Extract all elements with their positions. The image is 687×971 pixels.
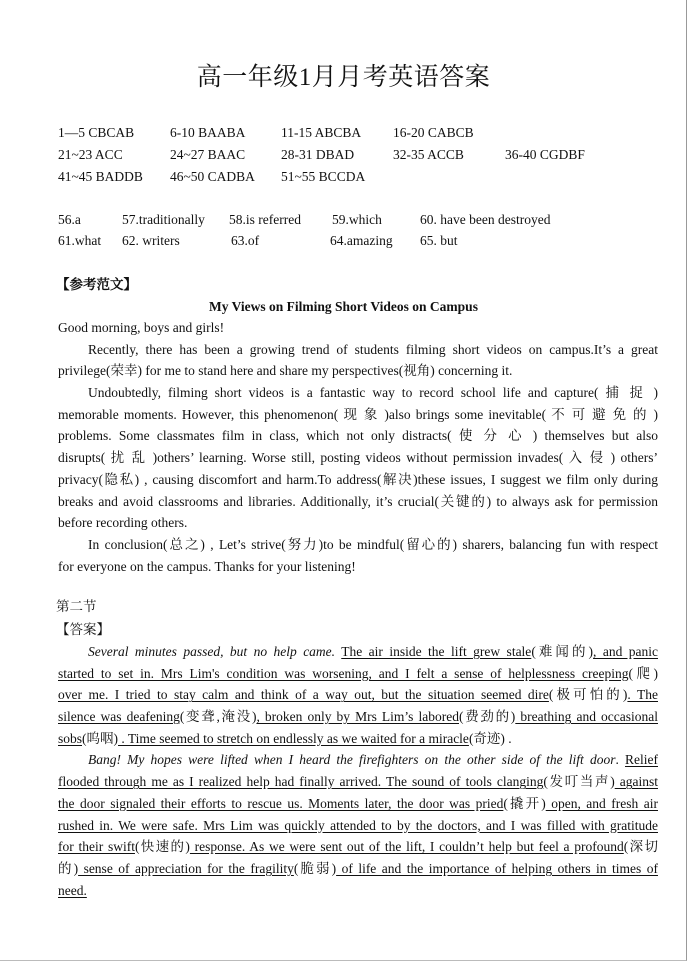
underlined-text: . Time seemed to stretch on endlessly as we waited for a miracle [118, 730, 469, 746]
answer-line [58, 684, 658, 706]
underlined-text: need. [58, 882, 87, 898]
text-segment: (爬) [628, 665, 658, 681]
answer-group: 21~23 ACC [58, 147, 123, 162]
answer-line [58, 836, 658, 858]
essay-line: breaks and avoid classrooms and libraries. Additionally, it’s crucial(关键的) to always ask for permission [58, 493, 658, 509]
text-segment: 的) [58, 860, 79, 876]
answer-group: 24~27 BAAC [170, 147, 246, 162]
underlined-text: over me. I tried to stay calm and think of a way out, but the situation seemed dire [58, 687, 549, 703]
answer-group: 1—5 CBCAB [58, 125, 135, 140]
answer-line [58, 771, 658, 793]
underlined-text: for their swift [58, 839, 135, 855]
text-segment: (脆弱) [293, 860, 337, 876]
underlined-text: response. As we were sent out of the lift, I couldn’t help but feel a profound [189, 839, 624, 855]
underlined-text: breathing and occasional [515, 709, 658, 725]
essay-line: for everyone on the campus. Thanks for your listening! [58, 558, 356, 574]
text-segment: (发叮当声) [543, 774, 615, 790]
underlined-text: sobs [58, 730, 83, 746]
underlined-text: , and panic [593, 644, 659, 659]
fill-answer: 63.of [231, 233, 260, 248]
essay-heading: 【参考范文】 [56, 277, 137, 292]
underlined-text: started to set in. Mrs Lim's condition was worsening, and I felt a sense of helplessness creeping [58, 665, 629, 681]
answer-line [58, 728, 658, 750]
text-segment: (呜咽) [82, 730, 119, 746]
text-segment: (奇迹) . [468, 730, 512, 746]
fill-answer: 64.amazing [330, 233, 393, 248]
answer-line [58, 858, 658, 880]
italic-text: Several minutes passed, but no help came. [88, 644, 336, 659]
text-segment: (快速的) [134, 839, 190, 855]
underlined-text: of life and the importance of helping others in times of [336, 860, 658, 876]
italic-text: Bang! My hopes were lifted when I heard the firefighters on the other side of the lift door [88, 752, 616, 768]
answer-group: 51~55 BCCDA [281, 169, 366, 184]
essay-line: memorable moments. However, this phenomenon( 现 象 )also brings some inevitable( 不 可 避 免 的 ) [58, 406, 658, 422]
underlined-text: flooded through me as I realized help had finally arrived. The sound of tools clanging [58, 774, 544, 790]
answer-group: 28-31 DBAD [281, 147, 355, 162]
underlined-text: rushed in. We were safe. Mrs Lim was quickly attended to by the doctors, and I was filled with gratitude [58, 817, 658, 833]
essay-line: problems. Some classmates film in class, which not only distracts( 使 分 心 ) themselves but also [58, 428, 658, 444]
section-2-answer-label: 【答案】 [56, 622, 110, 637]
essay-line: Undoubtedly, filming short videos is a fantastic way to record school life and capture( 捕 捉 ) [88, 385, 658, 401]
underlined-text: against [614, 774, 658, 790]
underlined-text: , broken only by Mrs Lim’s labored [256, 709, 459, 725]
underlined-text: . The [627, 687, 658, 703]
answer-line [58, 815, 658, 837]
text-segment: . [615, 752, 625, 768]
fill-answer: 57.traditionally [122, 212, 205, 227]
answer-group: 6-10 BAABA [170, 125, 246, 140]
essay-line: Recently, there has been a growing trend of students filming short videos on campus.It’s a great [88, 341, 658, 357]
section-2-body [58, 641, 658, 901]
essay-line: disrupts( 扰 乱 )others’ learning. Worse still, posting videos without permission invades( 入 侵 ) others’ [58, 450, 658, 466]
answer-line [58, 641, 658, 663]
fill-answer: 58.is referred [229, 212, 301, 227]
underlined-text: silence was deafening [58, 709, 180, 725]
fill-answer: 61.what [58, 233, 102, 248]
text-segment: (深切 [623, 839, 658, 855]
essay-body [58, 317, 658, 577]
fill-answer: 59.which [332, 212, 382, 227]
text-segment: (难闻的) [531, 644, 594, 659]
underlined-text: sense of appreciation for the fragility [78, 860, 294, 876]
essay-line: In conclusion(总之) , Let’s strive(努力)to be mindful(留心的) sharers, balancing fun with respect [88, 536, 658, 552]
fill-answer: 60. have been destroyed [420, 212, 551, 227]
answer-group: 11-15 ABCBA [281, 125, 362, 140]
underlined-text: Relief [625, 752, 658, 768]
answer-line [58, 793, 658, 815]
answer-line [58, 706, 658, 728]
answer-group: 16-20 CABCB [393, 125, 474, 140]
text-segment: (撬开) [503, 795, 546, 811]
answer-group: 41~45 BADDB [58, 169, 143, 184]
essay-line: before recording others. [58, 515, 188, 531]
answer-group: 32-35 ACCB [393, 147, 464, 162]
essay-line: Good morning, boys and girls! [58, 320, 225, 335]
fill-answer: 62. writers [122, 233, 180, 248]
fill-answer: 56.a [58, 212, 81, 227]
underlined-text: the door signaled their efforts to rescue us. Moments later, the door was pried [58, 795, 504, 811]
underlined-text: open, and fresh air [545, 795, 658, 811]
essay-line: privacy(隐私) , causing discomfort and harm.To address(解决)these issues, I suggest we film only during [58, 471, 658, 487]
answer-group: 36-40 CGDBF [505, 147, 585, 162]
text-segment: (费劲的) [459, 709, 516, 725]
essay-title: My Views on Filming Short Videos on Campus [209, 299, 478, 314]
section-2-heading: 第二节 [56, 599, 97, 614]
text-segment: (极可怕的) [548, 687, 628, 703]
answer-line [58, 880, 658, 902]
fill-answer: 65. but [420, 233, 458, 248]
underlined-text: The air inside the lift grew stale [341, 644, 532, 659]
page-title: 高一年级1月月考英语答案 [196, 64, 491, 91]
answer-group: 46~50 CADBA [170, 169, 255, 184]
text-segment: (变聋,淹没) [179, 709, 257, 725]
answer-line [58, 749, 658, 771]
essay-line: privilege(荣幸) for me to stand here and share my perspectives(视角) concerning it. [58, 363, 513, 379]
answer-line [58, 663, 658, 685]
